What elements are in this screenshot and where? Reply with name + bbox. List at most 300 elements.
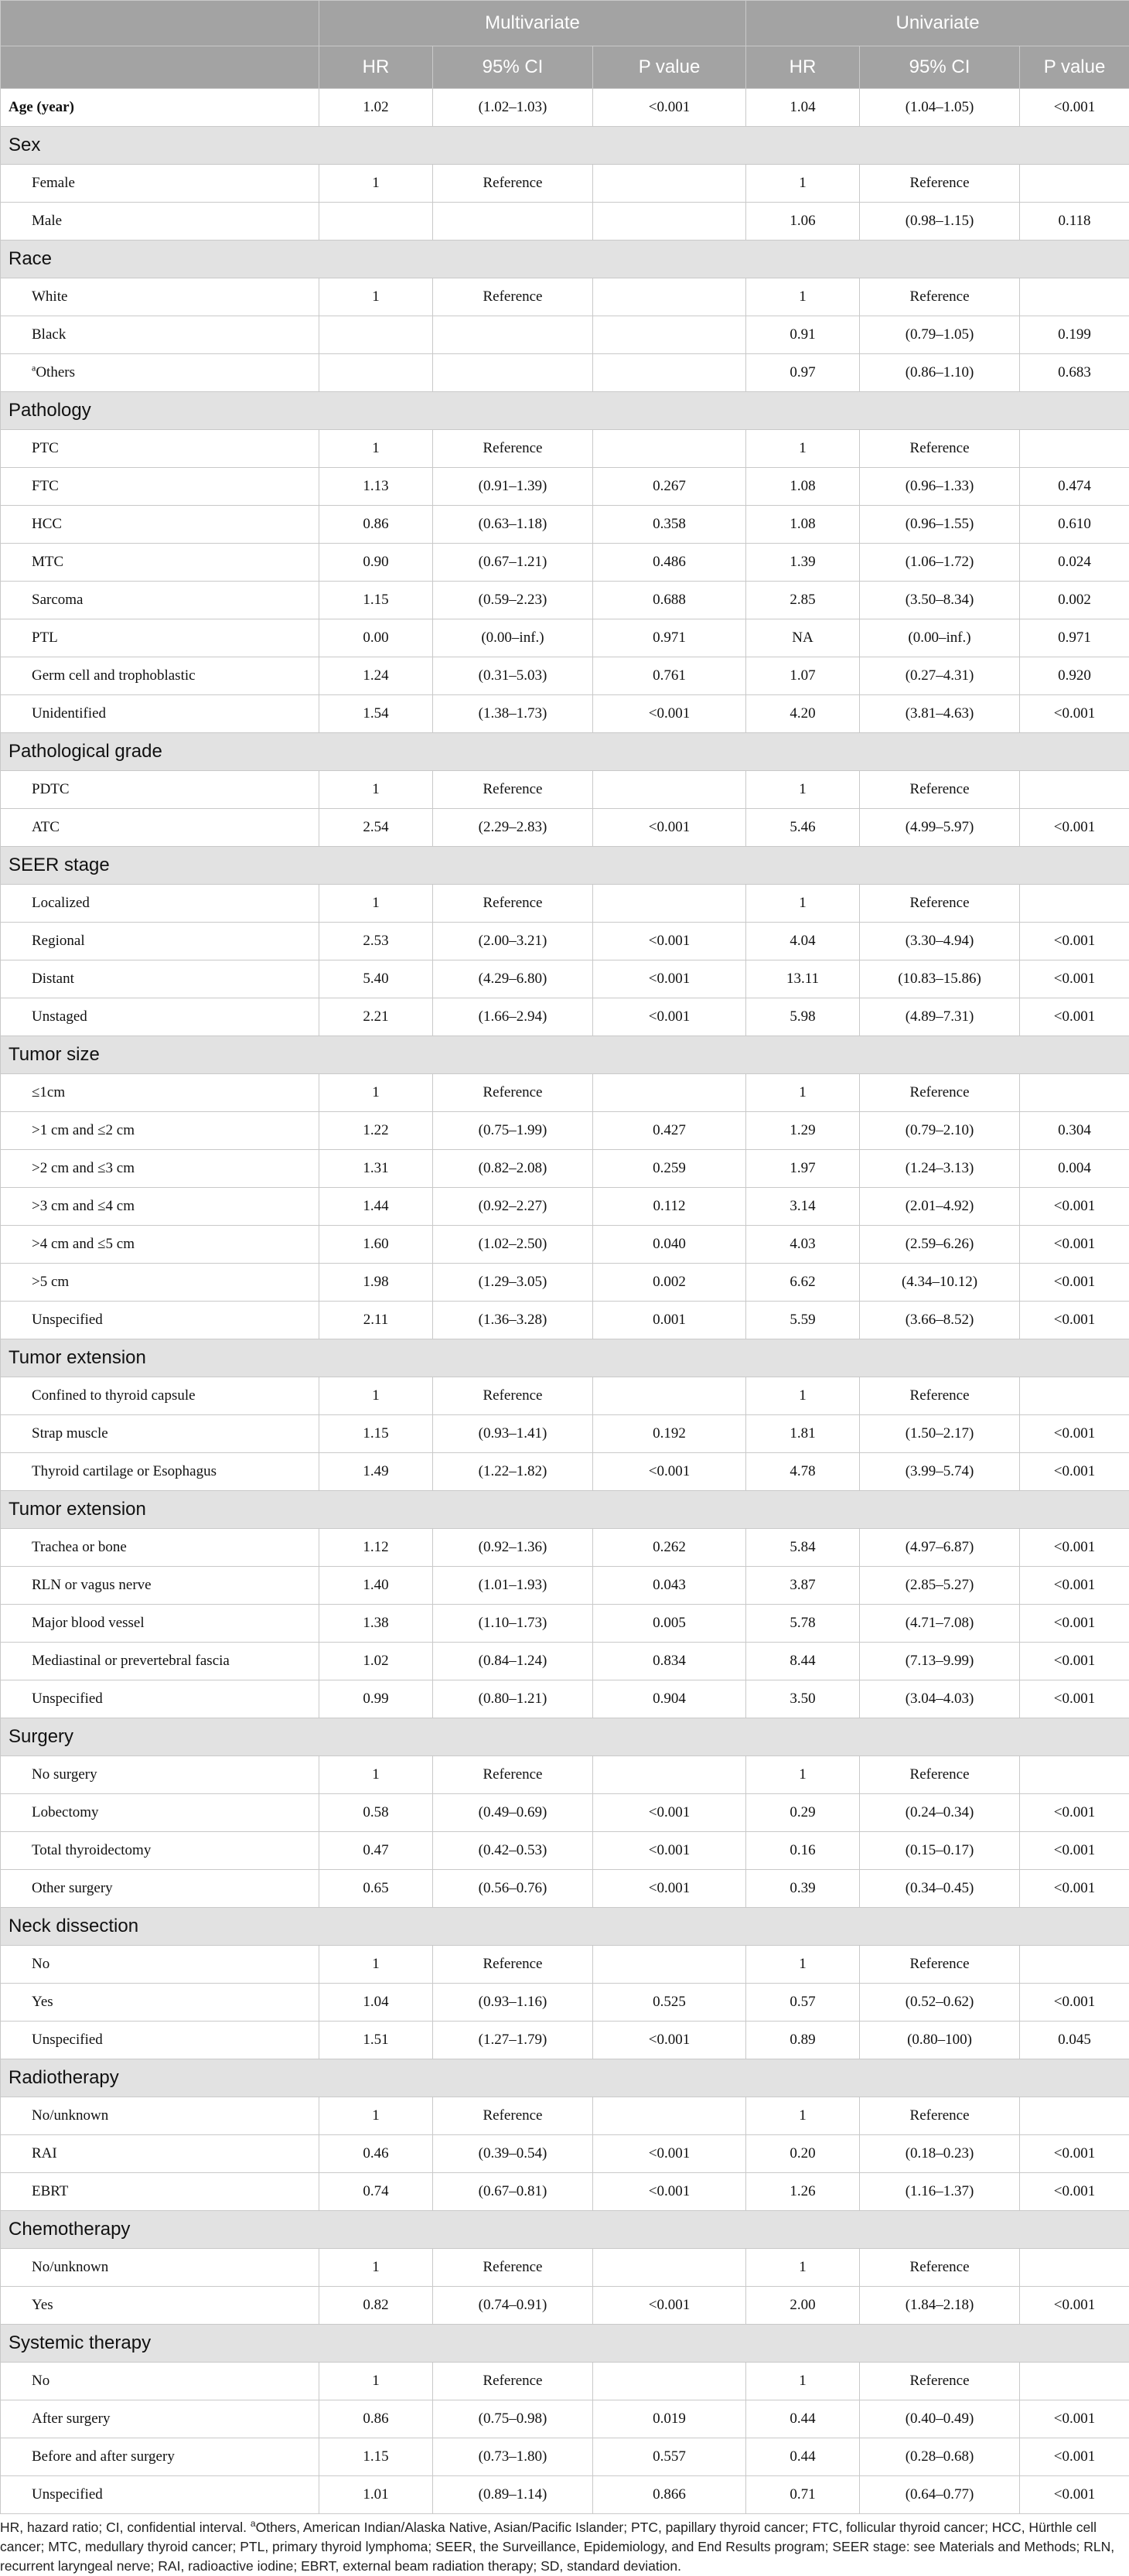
- multi-ci-cell: [433, 316, 593, 354]
- multi-ci-cell: (0.82–2.08): [433, 1150, 593, 1188]
- uni-hr-cell: 2.85: [746, 582, 860, 619]
- uni-ci-cell: (1.04–1.05): [860, 89, 1020, 127]
- category-row: [1, 847, 1129, 885]
- multi-ci-cell: (0.73–1.80): [433, 2438, 593, 2476]
- table-row: [1, 468, 1129, 506]
- table-row: [1, 998, 1129, 1036]
- uni-hr-cell: 1.97: [746, 1150, 860, 1188]
- multi-hr-cell: 1.98: [319, 1264, 433, 1302]
- uni-hr-cell: 0.44: [746, 2438, 860, 2476]
- row-label-cell: [1, 1112, 319, 1150]
- multi-ci-cell: (0.80–1.21): [433, 1680, 593, 1718]
- uni-hr-cell: 1: [746, 430, 860, 468]
- uni-ci-cell: (2.01–4.92): [860, 1188, 1020, 1226]
- uni-hr-cell: 0.91: [746, 316, 860, 354]
- uni-p-cell: [1020, 2363, 1129, 2400]
- row-label: No: [32, 1956, 49, 1972]
- multi-ci-cell: (0.59–2.23): [433, 582, 593, 619]
- multi-p-cell: [593, 1377, 746, 1415]
- uni-ci-cell: (3.50–8.34): [860, 582, 1020, 619]
- table-row: [1, 2173, 1129, 2211]
- uni-hr-cell: 1.06: [746, 203, 860, 241]
- uni-p-cell: 0.474: [1020, 468, 1129, 506]
- uni-ci-cell: (0.79–2.10): [860, 1112, 1020, 1150]
- uni-ci-cell: (7.13–9.99): [860, 1643, 1020, 1680]
- row-label: HCC: [32, 516, 62, 532]
- uni-p-cell: <0.001: [1020, 2400, 1129, 2438]
- multi-p-cell: 0.040: [593, 1226, 746, 1264]
- multi-p-cell: <0.001: [593, 695, 746, 733]
- table-body: [1, 89, 1129, 2514]
- uni-ci-cell: (0.15–0.17): [860, 1832, 1020, 1870]
- uni-hr-cell: 5.46: [746, 809, 860, 847]
- row-label: Other surgery: [32, 1880, 113, 1896]
- category-title: Sex: [1, 127, 1129, 165]
- multi-p-cell: 0.005: [593, 1605, 746, 1643]
- multi-hr-cell: [319, 354, 433, 392]
- row-label-cell: [1, 1074, 319, 1112]
- table-row: [1, 430, 1129, 468]
- table-row: [1, 1264, 1129, 1302]
- multi-p-cell: 0.761: [593, 657, 746, 695]
- table-row: [1, 316, 1129, 354]
- multi-p-cell: [593, 885, 746, 923]
- row-label: >2 cm and ≤3 cm: [32, 1160, 135, 1176]
- uni-ci-cell: (3.81–4.63): [860, 695, 1020, 733]
- multi-ci-cell: (0.31–5.03): [433, 657, 593, 695]
- table-row: [1, 2363, 1129, 2400]
- uni-ci-cell: Reference: [860, 1074, 1020, 1112]
- row-label-cell: [1, 354, 319, 392]
- row-label: Female: [32, 175, 75, 191]
- uni-hr-cell: 1.26: [746, 2173, 860, 2211]
- multi-hr-cell: 1: [319, 430, 433, 468]
- row-label: ≤1cm: [32, 1084, 65, 1100]
- uni-ci-cell: (1.84–2.18): [860, 2287, 1020, 2325]
- multi-p-cell: [593, 2249, 746, 2287]
- multi-hr-cell: 1: [319, 1074, 433, 1112]
- uni-hr-cell: 1: [746, 2097, 860, 2135]
- row-label-cell: [1, 657, 319, 695]
- header-col-hr: HR: [319, 46, 433, 89]
- uni-ci-cell: (3.66–8.52): [860, 1302, 1020, 1339]
- uni-ci-cell: Reference: [860, 1377, 1020, 1415]
- category-row: [1, 241, 1129, 278]
- multi-p-cell: 0.525: [593, 1984, 746, 2022]
- uni-ci-cell: Reference: [860, 278, 1020, 316]
- multi-p-cell: 0.112: [593, 1188, 746, 1226]
- uni-hr-cell: 0.39: [746, 1870, 860, 1908]
- multi-p-cell: 0.557: [593, 2438, 746, 2476]
- uni-hr-cell: 6.62: [746, 1264, 860, 1302]
- row-label-cell: [1, 468, 319, 506]
- table-header: [1, 1, 1129, 89]
- uni-hr-cell: 1: [746, 771, 860, 809]
- multi-hr-cell: 1.38: [319, 1605, 433, 1643]
- multi-p-cell: <0.001: [593, 2173, 746, 2211]
- multi-hr-cell: 1.02: [319, 1643, 433, 1680]
- uni-p-cell: [1020, 885, 1129, 923]
- multi-ci-cell: (2.29–2.83): [433, 809, 593, 847]
- row-label-cell: [1, 1870, 319, 1908]
- multi-hr-cell: 1.04: [319, 1984, 433, 2022]
- uni-hr-cell: 4.04: [746, 923, 860, 960]
- row-label: Sarcoma: [32, 592, 83, 608]
- table-row: [1, 165, 1129, 203]
- row-label: EBRT: [32, 2183, 68, 2199]
- multi-ci-cell: (0.67–0.81): [433, 2173, 593, 2211]
- uni-p-cell: [1020, 430, 1129, 468]
- row-label: Confined to thyroid capsule: [32, 1387, 196, 1404]
- row-label: No/unknown: [32, 2107, 108, 2124]
- uni-p-cell: [1020, 165, 1129, 203]
- multi-hr-cell: 1.02: [319, 89, 433, 127]
- category-row: [1, 2211, 1129, 2249]
- uni-p-cell: <0.001: [1020, 1794, 1129, 1832]
- uni-p-cell: [1020, 771, 1129, 809]
- uni-p-cell: 0.304: [1020, 1112, 1129, 1150]
- multi-p-cell: [593, 316, 746, 354]
- uni-p-cell: [1020, 1946, 1129, 1984]
- uni-p-cell: 0.971: [1020, 619, 1129, 657]
- table-row: [1, 1680, 1129, 1718]
- multi-hr-cell: 1.15: [319, 582, 433, 619]
- table-row: [1, 809, 1129, 847]
- row-label: Male: [32, 213, 62, 229]
- row-label-cell: [1, 1453, 319, 1491]
- uni-hr-cell: 8.44: [746, 1643, 860, 1680]
- row-label: RLN or vagus nerve: [32, 1577, 152, 1593]
- multi-ci-cell: Reference: [433, 1756, 593, 1794]
- uni-ci-cell: (0.98–1.15): [860, 203, 1020, 241]
- multi-hr-cell: 1.40: [319, 1567, 433, 1605]
- table-row: [1, 1377, 1129, 1415]
- uni-hr-cell: 3.14: [746, 1188, 860, 1226]
- footnote-text-part1: HR, hazard ratio; CI, confidential interval.: [0, 2520, 251, 2535]
- multi-ci-cell: Reference: [433, 885, 593, 923]
- uni-p-cell: 0.002: [1020, 582, 1129, 619]
- header-group-row: [1, 1, 1129, 46]
- row-label: Regional: [32, 933, 85, 949]
- uni-ci-cell: Reference: [860, 2097, 1020, 2135]
- multi-ci-cell: (1.02–1.03): [433, 89, 593, 127]
- multi-hr-cell: 1.60: [319, 1226, 433, 1264]
- row-label-cell: [1, 203, 319, 241]
- table-row: [1, 657, 1129, 695]
- table-row: [1, 2400, 1129, 2438]
- multi-hr-cell: 1.15: [319, 1415, 433, 1453]
- uni-ci-cell: Reference: [860, 771, 1020, 809]
- row-label-cell: [1, 1756, 319, 1794]
- multi-ci-cell: (1.38–1.73): [433, 695, 593, 733]
- multi-p-cell: 0.259: [593, 1150, 746, 1188]
- uni-hr-cell: 0.89: [746, 2022, 860, 2059]
- row-label-cell: [1, 506, 319, 544]
- header-col-p: P value: [1020, 46, 1129, 89]
- category-row: [1, 127, 1129, 165]
- multi-p-cell: [593, 278, 746, 316]
- table-row: [1, 2097, 1129, 2135]
- category-title: Tumor extension: [1, 1339, 1129, 1377]
- multi-hr-cell: 0.46: [319, 2135, 433, 2173]
- multi-hr-cell: 0.47: [319, 1832, 433, 1870]
- uni-p-cell: [1020, 2097, 1129, 2135]
- multi-hr-cell: 1: [319, 278, 433, 316]
- table-row: [1, 1150, 1129, 1188]
- uni-hr-cell: 0.16: [746, 1832, 860, 1870]
- uni-hr-cell: 4.20: [746, 695, 860, 733]
- uni-p-cell: [1020, 1377, 1129, 1415]
- row-label: PTC: [32, 440, 59, 456]
- table-row: [1, 582, 1129, 619]
- row-label-cell: [1, 771, 319, 809]
- row-label: >4 cm and ≤5 cm: [32, 1236, 135, 1252]
- uni-p-cell: <0.001: [1020, 1188, 1129, 1226]
- multi-ci-cell: (0.49–0.69): [433, 1794, 593, 1832]
- uni-hr-cell: NA: [746, 619, 860, 657]
- multi-p-cell: 0.262: [593, 1529, 746, 1567]
- uni-ci-cell: Reference: [860, 430, 1020, 468]
- multi-p-cell: 0.358: [593, 506, 746, 544]
- row-label: PDTC: [32, 781, 70, 797]
- uni-hr-cell: 1.08: [746, 468, 860, 506]
- multi-hr-cell: 2.53: [319, 923, 433, 960]
- table-row: [1, 695, 1129, 733]
- uni-p-cell: <0.001: [1020, 2135, 1129, 2173]
- table-row: [1, 1756, 1129, 1794]
- row-label: Before and after surgery: [32, 2448, 175, 2465]
- multi-ci-cell: (0.92–1.36): [433, 1529, 593, 1567]
- uni-ci-cell: Reference: [860, 1946, 1020, 1984]
- multi-hr-cell: 1: [319, 771, 433, 809]
- multi-p-cell: <0.001: [593, 1832, 746, 1870]
- multi-ci-cell: (0.74–0.91): [433, 2287, 593, 2325]
- footnote-text-part2: Others, American Indian/Alaska Native, Asian/Pacific Islander; PTC, papillary thyroid cancer; FTC, follicular thyroid cancer; HCC, Hürthle cell cancer; MTC, medullary thyroid cancer; PTL, primary thyroid lymphoma; SEER, the Surveillance, Epidemiology, and End Results program; SEER stage: see Materials and Methods; RLN, recurrent laryngeal nerve; RAI, radioactive iodine; EBRT, external beam radiation therapy; SD, standard deviation.: [0, 2520, 1114, 2574]
- multi-p-cell: 0.866: [593, 2476, 746, 2514]
- multi-p-cell: 0.688: [593, 582, 746, 619]
- uni-ci-cell: (4.71–7.08): [860, 1605, 1020, 1643]
- uni-ci-cell: (0.86–1.10): [860, 354, 1020, 392]
- multi-ci-cell: Reference: [433, 1946, 593, 1984]
- row-label-cell: [1, 885, 319, 923]
- multi-ci-cell: (1.36–3.28): [433, 1302, 593, 1339]
- multi-p-cell: <0.001: [593, 809, 746, 847]
- table-row: [1, 203, 1129, 241]
- uni-p-cell: <0.001: [1020, 1529, 1129, 1567]
- uni-ci-cell: (4.34–10.12): [860, 1264, 1020, 1302]
- multi-p-cell: 0.002: [593, 1264, 746, 1302]
- multi-p-cell: 0.427: [593, 1112, 746, 1150]
- header-corner-cell: [1, 1, 319, 46]
- uni-ci-cell: (1.24–3.13): [860, 1150, 1020, 1188]
- table-row: [1, 1643, 1129, 1680]
- uni-p-cell: [1020, 1756, 1129, 1794]
- uni-p-cell: <0.001: [1020, 960, 1129, 998]
- uni-hr-cell: 1: [746, 2249, 860, 2287]
- multi-p-cell: [593, 2097, 746, 2135]
- multi-ci-cell: Reference: [433, 278, 593, 316]
- category-title: Surgery: [1, 1718, 1129, 1756]
- uni-p-cell: <0.001: [1020, 1870, 1129, 1908]
- uni-hr-cell: 1: [746, 1946, 860, 1984]
- multi-hr-cell: 2.21: [319, 998, 433, 1036]
- table-row: [1, 2022, 1129, 2059]
- row-label-cell: [1, 430, 319, 468]
- table-row: [1, 1415, 1129, 1453]
- table-row: [1, 923, 1129, 960]
- uni-hr-cell: 1: [746, 1377, 860, 1415]
- multi-ci-cell: (0.93–1.16): [433, 1984, 593, 2022]
- table-row: [1, 1605, 1129, 1643]
- table-row: [1, 2287, 1129, 2325]
- uni-hr-cell: 0.71: [746, 2476, 860, 2514]
- table-row: [1, 885, 1129, 923]
- multi-hr-cell: 1.15: [319, 2438, 433, 2476]
- table-row: [1, 619, 1129, 657]
- category-title: Chemotherapy: [1, 2211, 1129, 2249]
- uni-ci-cell: (0.40–0.49): [860, 2400, 1020, 2438]
- table-row: [1, 2249, 1129, 2287]
- row-label: Unidentified: [32, 705, 106, 722]
- uni-ci-cell: Reference: [860, 1756, 1020, 1794]
- row-label-cell: [1, 2438, 319, 2476]
- table-row: [1, 1453, 1129, 1491]
- row-label: Unspecified: [32, 2486, 103, 2503]
- uni-p-cell: <0.001: [1020, 998, 1129, 1036]
- uni-p-cell: <0.001: [1020, 1680, 1129, 1718]
- table-row: [1, 1074, 1129, 1112]
- uni-hr-cell: 1.04: [746, 89, 860, 127]
- multi-p-cell: [593, 771, 746, 809]
- multi-ci-cell: Reference: [433, 165, 593, 203]
- multi-ci-cell: [433, 203, 593, 241]
- row-label: ATC: [32, 819, 60, 835]
- table-row: [1, 1529, 1129, 1567]
- row-label-cell: [1, 923, 319, 960]
- row-label: Yes: [32, 1994, 53, 2010]
- multi-p-cell: <0.001: [593, 89, 746, 127]
- row-label-cell: [1, 960, 319, 998]
- multi-hr-cell: 1: [319, 1946, 433, 1984]
- uni-hr-cell: 1.81: [746, 1415, 860, 1453]
- row-label-cell: [1, 2135, 319, 2173]
- uni-p-cell: <0.001: [1020, 1984, 1129, 2022]
- multi-ci-cell: (0.75–0.98): [433, 2400, 593, 2438]
- uni-hr-cell: 3.50: [746, 1680, 860, 1718]
- multi-hr-cell: 1.54: [319, 695, 433, 733]
- multi-p-cell: [593, 1756, 746, 1794]
- row-label-cell: [1, 2022, 319, 2059]
- uni-hr-cell: 5.59: [746, 1302, 860, 1339]
- category-title: Tumor size: [1, 1036, 1129, 1074]
- uni-hr-cell: 5.84: [746, 1529, 860, 1567]
- uni-ci-cell: (10.83–15.86): [860, 960, 1020, 998]
- row-label: No: [32, 2373, 49, 2389]
- uni-hr-cell: 1.08: [746, 506, 860, 544]
- multi-hr-cell: 1.24: [319, 657, 433, 695]
- category-row: [1, 2325, 1129, 2363]
- uni-ci-cell: Reference: [860, 165, 1020, 203]
- header-blank-cell: [1, 46, 319, 89]
- uni-hr-cell: 1: [746, 165, 860, 203]
- table-row: [1, 544, 1129, 582]
- multi-ci-cell: Reference: [433, 2363, 593, 2400]
- uni-hr-cell: 0.29: [746, 1794, 860, 1832]
- multi-hr-cell: [319, 316, 433, 354]
- multi-p-cell: <0.001: [593, 960, 746, 998]
- multi-ci-cell: (1.27–1.79): [433, 2022, 593, 2059]
- row-label: Strap muscle: [32, 1425, 108, 1442]
- uni-p-cell: <0.001: [1020, 2438, 1129, 2476]
- multi-hr-cell: 1: [319, 885, 433, 923]
- uni-p-cell: <0.001: [1020, 1415, 1129, 1453]
- row-label: MTC: [32, 554, 63, 570]
- category-title: Radiotherapy: [1, 2059, 1129, 2097]
- row-label-cell: [1, 619, 319, 657]
- multi-p-cell: <0.001: [593, 1453, 746, 1491]
- uni-hr-cell: 1.07: [746, 657, 860, 695]
- row-label: >3 cm and ≤4 cm: [32, 1198, 135, 1214]
- uni-hr-cell: 1: [746, 885, 860, 923]
- uni-p-cell: <0.001: [1020, 1567, 1129, 1605]
- uni-ci-cell: (0.28–0.68): [860, 2438, 1020, 2476]
- row-label-cell: [1, 1946, 319, 1984]
- uni-hr-cell: 4.78: [746, 1453, 860, 1491]
- multi-ci-cell: (1.10–1.73): [433, 1605, 593, 1643]
- row-label-cell: [1, 544, 319, 582]
- table-footnote: [0, 2518, 1123, 2576]
- row-label-cell: [1, 1150, 319, 1188]
- table-row: [1, 1567, 1129, 1605]
- multi-p-cell: <0.001: [593, 2022, 746, 2059]
- category-row: [1, 733, 1129, 771]
- table-row: [1, 1112, 1129, 1150]
- multi-ci-cell: (0.84–1.24): [433, 1643, 593, 1680]
- uni-ci-cell: (2.85–5.27): [860, 1567, 1020, 1605]
- table-row: [1, 1302, 1129, 1339]
- uni-ci-cell: (0.80–100): [860, 2022, 1020, 2059]
- multi-ci-cell: Reference: [433, 2097, 593, 2135]
- multi-hr-cell: 1: [319, 2363, 433, 2400]
- multi-ci-cell: Reference: [433, 2249, 593, 2287]
- row-label: Distant: [32, 971, 74, 987]
- row-label-cell: [1, 2363, 319, 2400]
- category-row: [1, 1339, 1129, 1377]
- uni-hr-cell: 4.03: [746, 1226, 860, 1264]
- header-col-p: P value: [593, 46, 746, 89]
- uni-ci-cell: (0.96–1.55): [860, 506, 1020, 544]
- uni-hr-cell: 1: [746, 278, 860, 316]
- multi-p-cell: [593, 354, 746, 392]
- row-label: PTL: [32, 629, 58, 646]
- uni-ci-cell: (0.24–0.34): [860, 1794, 1020, 1832]
- multi-hr-cell: 1.51: [319, 2022, 433, 2059]
- uni-ci-cell: (0.79–1.05): [860, 316, 1020, 354]
- multi-ci-cell: (4.29–6.80): [433, 960, 593, 998]
- table-row: [1, 960, 1129, 998]
- multi-p-cell: [593, 1074, 746, 1112]
- row-label: Thyroid cartilage or Esophagus: [32, 1463, 217, 1479]
- row-label: Age (year): [9, 99, 74, 115]
- row-label-cell: [1, 89, 319, 127]
- header-col-ci: 95% CI: [860, 46, 1020, 89]
- multi-hr-cell: 1.22: [319, 1112, 433, 1150]
- uni-hr-cell: 3.87: [746, 1567, 860, 1605]
- multi-ci-cell: Reference: [433, 1074, 593, 1112]
- uni-ci-cell: (0.18–0.23): [860, 2135, 1020, 2173]
- row-label: White: [32, 288, 67, 305]
- row-label: Lobectomy: [32, 1804, 99, 1820]
